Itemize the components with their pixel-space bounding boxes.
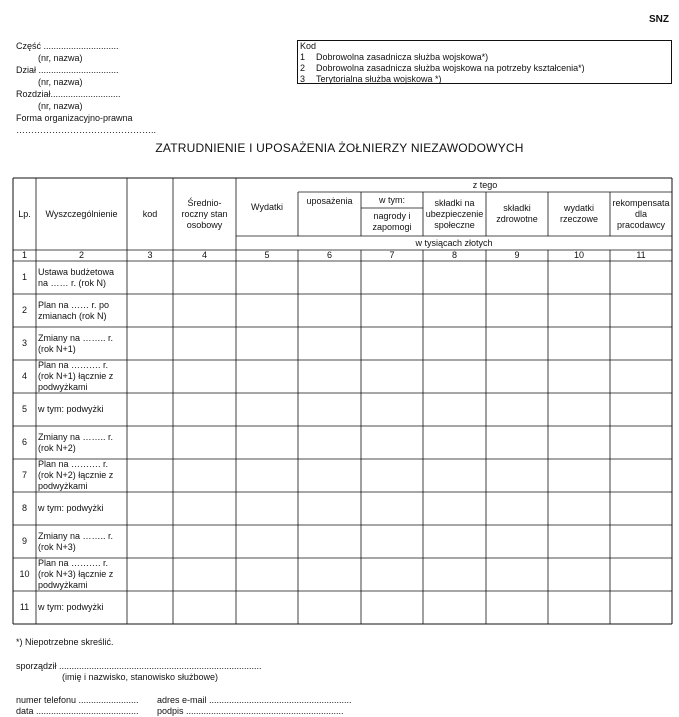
sporzadzil-field: sporządził ................................................................................. [16, 661, 262, 671]
czesc-caption: (nr, nazwa) [38, 53, 83, 63]
row-lp: 10 [19, 569, 30, 579]
forma-label: Forma organizacyjno-prawna [16, 113, 133, 123]
czesc-field: Część .............................. [16, 41, 119, 51]
kod-item: 2 Dobrowolna zasadnicza służba wojskowa na potrzeby kształcenia*) [300, 63, 585, 73]
dzial-caption: (nr, nazwa) [38, 77, 83, 87]
sporzadzil-caption: (imię i nazwisko, stanowisko służbowe) [62, 672, 219, 682]
rozdzial-caption: (nr, nazwa) [38, 101, 83, 111]
header-uposazenia: uposażenia [306, 195, 353, 206]
column-number: 3 [147, 250, 153, 260]
row-lp: 5 [21, 404, 27, 414]
email-field: adres e-mail ......................................................... [157, 695, 352, 705]
row-lp: 8 [21, 503, 27, 513]
column-number: 1 [21, 250, 27, 260]
column-number: 4 [201, 250, 207, 260]
header-wydatki: Wydatki [251, 201, 283, 212]
column-number: 8 [451, 250, 457, 260]
row-label: Zmiany na …….. r. (rok N+1) [38, 332, 114, 354]
row-label: Plan na …… r. po zmianach (rok N) [38, 299, 110, 321]
header-stan: Średnio- roczny stan osobowy [181, 197, 228, 230]
header-skladki-ub: składki na ubezpieczenie społeczne [425, 197, 484, 230]
row-lp: 7 [21, 470, 27, 480]
header-wydatki-rz: wydatki rzeczowe [559, 203, 598, 224]
row-label: Zmiany na …….. r. (rok N+3) [38, 530, 114, 552]
header-w-tym: w tym: [379, 194, 405, 205]
row-label: Ustawa budżetowa na …… r. (rok N) [38, 266, 115, 288]
column-number: 9 [514, 250, 520, 260]
column-number: 2 [78, 250, 84, 260]
column-number: 5 [264, 250, 270, 260]
footnote: *) Niepotrzebne skreślić. [16, 637, 114, 647]
header-nagrody: nagrody i zapomogi [372, 211, 412, 232]
row-lp: 9 [21, 536, 27, 546]
header-rekompensata: rekompensata dla pracodawcy [612, 197, 670, 230]
column-number: 6 [326, 250, 332, 260]
kod-title: Kod [300, 41, 317, 51]
row-lp: 3 [21, 338, 27, 348]
header-skladki-zdr: składki zdrowotne [496, 203, 538, 224]
page-title: ZATRUDNIENIE I UPOSAŻENIA ŻOŁNIERZY NIEZAWODOWYCH [155, 141, 524, 155]
row-label: w tym: podwyżki [38, 404, 104, 414]
column-number: 7 [389, 250, 395, 260]
date-field: data ......................................... [16, 706, 139, 716]
row-label: Zmiany na …….. r. (rok N+2) [38, 431, 114, 453]
row-lp: 6 [21, 437, 27, 447]
form-code: SNZ [649, 14, 669, 25]
kod-item: 3 Terytorialna służba wojskowa *) [300, 74, 442, 84]
header-kod: kod [142, 208, 158, 219]
row-lp: 1 [21, 272, 27, 282]
row-lp: 4 [21, 371, 27, 381]
column-number: 11 [636, 250, 646, 260]
kod-item: 1 Dobrowolna zasadnicza służba wojskowa*) [300, 52, 489, 62]
row-label: w tym: podwyżki [38, 503, 104, 513]
signature-field: podpis ............................................................... [157, 706, 344, 716]
column-number: 10 [573, 250, 584, 260]
dzial-field: Dział ................................ [16, 65, 119, 75]
header-lp: Lp. [18, 208, 31, 219]
header-unit: w tysiącach złotych [415, 237, 493, 248]
header-z-tego: z tego [472, 179, 498, 190]
telefon-field: numer telefonu ........................ [16, 695, 139, 705]
row-lp: 11 [19, 602, 30, 612]
rozdzial-field: Rozdział............................ [16, 89, 121, 99]
forma-field: ……………………………………….. [16, 125, 157, 135]
row-label: Plan na ………. r. (rok N+3) łącznie z podwyżkami [38, 558, 114, 590]
row-label: Plan na ………. r. (rok N+2) łącznie z podwyżkami [38, 459, 114, 491]
row-lp: 2 [21, 305, 27, 315]
row-label: Plan na ………. r. (rok N+1) łącznie z podwyżkami [38, 360, 114, 392]
row-label: w tym: podwyżki [38, 602, 104, 612]
header-wyszczegolnienie: Wyszczególnienie [45, 208, 118, 219]
